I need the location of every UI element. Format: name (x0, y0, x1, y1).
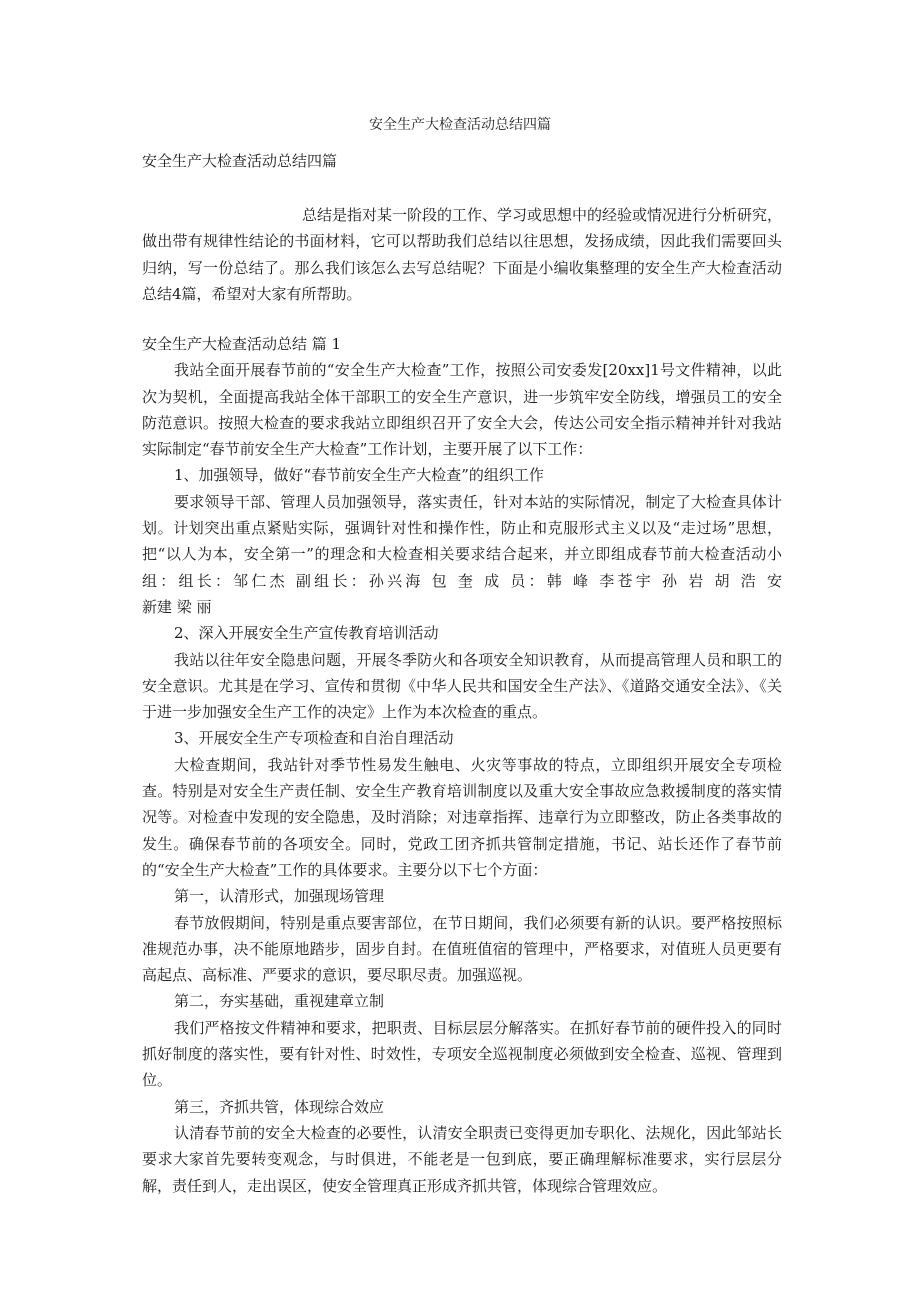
page-title: 安全生产大检查活动总结四篇 (369, 117, 551, 133)
paragraph: 我们严格按文件精神和要求，把职责、目标层层分解落实。在抓好春节前的硬件投入的同时抓好制度的落实性，要有针对性、时效性，专项安全巡视制度必须做到安全检查、巡视、管理到位。 (142, 1018, 782, 1090)
main-content (142, 331, 782, 1199)
paragraph: 春节放假期间，特别是重点要害部位，在节日期间，我们必须要有新的认识。要严格按照标准规范办事，决不能原地踏步，固步自封。在值班值宿的管理中，严格要求，对值班人员更要有高起点、高标准、严要求的意识，要尽职尽责。加强巡视。 (142, 913, 782, 985)
subheading: 第二，夯实基础，重视建章立制 (174, 992, 385, 1011)
subheading: 3、开展安全生产专项检查和自治自理活动 (174, 729, 454, 748)
section-heading: 安全生产大检查活动总结 篇 1 (142, 335, 342, 353)
paragraph: 要求领导干部、管理人员加强领导，落实责任，针对本站的实际情况，制定了大检查具体计划。计划突出重点紧贴实际，强调针对性和操作性，防止和克服形式主义以及“走过场”思想，把“以人为本，安全第一”的理念和大检查相关要求结合起来，并立即组成春节前大检查活动小组：组长：邹仁杰 副组长：孙兴海 包 奎 成 员：韩 峰 李苍宇 孙 岩 胡 浩 安 (142, 492, 782, 590)
subheading: 第三，齐抓共管，体现综合效应 (174, 1097, 385, 1116)
document-subtitle: 安全生产大检查活动总结四篇 (142, 152, 338, 170)
paragraph: 我站全面开展春节前的“安全生产大检查”工作，按照公司安委发[20xx]1号文件精神，以此次为契机，全面提高我站全体干部职工的安全生产意识，进一步筑牢安全防线，增强员工的安全防范意识。按照大检查的要求我站立即组织召开了安全大会，传达公司安全指示精神并针对我站实际制定“春节前安全生产大检查”工作计划，主要开展了以下工作： (142, 361, 782, 459)
paragraph: 我站以往年安全隐患问题，开展冬季防火和各项安全知识教育，从而提高管理人员和职工的安全意识。尤其是在学习、宣传和贯彻《中华人民共和国安全生产法》、《道路交通安全法》、《关于进一步加强安全生产工作的决定》上作为本次检查的重点。 (142, 650, 782, 722)
subheading: 1、加强领导，做好“春节前安全生产大检查”的组织工作 (174, 466, 544, 485)
subheading: 第一，认清形式，加强现场管理 (174, 887, 385, 906)
paragraph: 认清春节前的安全大检查的必要性，认清安全职责已变得更加专职化、法规化，因此邹站长要求大家首先要转变观念，与时俱进，不能老是一包到底，要正确理解标准要求，实行层层分解，责任到人，走出误区，使安全管理真正形成齐抓共管，体现综合管理效应。 (142, 1123, 782, 1195)
paragraph-continuation: 新建 梁 丽 (142, 597, 212, 616)
paragraph: 大检查期间，我站针对季节性易发生触电、火灾等事故的特点，立即组织开展安全专项检查。特别是对安全生产责任制、安全生产教育培训制度以及重大安全事故应急救援制度的落实情况等。对检查中发现的安全隐患，及时消除；对违章指挥、违章行为立即整改，防止各类事故的发生。确保春节前的各项安全。同时，党政工团齐抓共管制定措施，书记、站长还作了春节前的“安全生产大检查”工作的具体要求。主要分以下七个方面： (142, 755, 782, 879)
intro-paragraph: 总结是指对某一阶段的工作、学习或思想中的经验或情况进行分析研究，做出带有规律性结论的书面材料，它可以帮助我们总结以往思想，发扬成绩，因此我们需要回头归纳，写一份总结了。那么我们该怎么去写总结呢？下面是小编收集整理的安全生产大检查活动总结4篇，希望对大家有所帮助。 (142, 206, 783, 303)
intro-block (142, 202, 782, 307)
subheading: 2、深入开展安全生产宣传教育培训活动 (174, 624, 439, 643)
